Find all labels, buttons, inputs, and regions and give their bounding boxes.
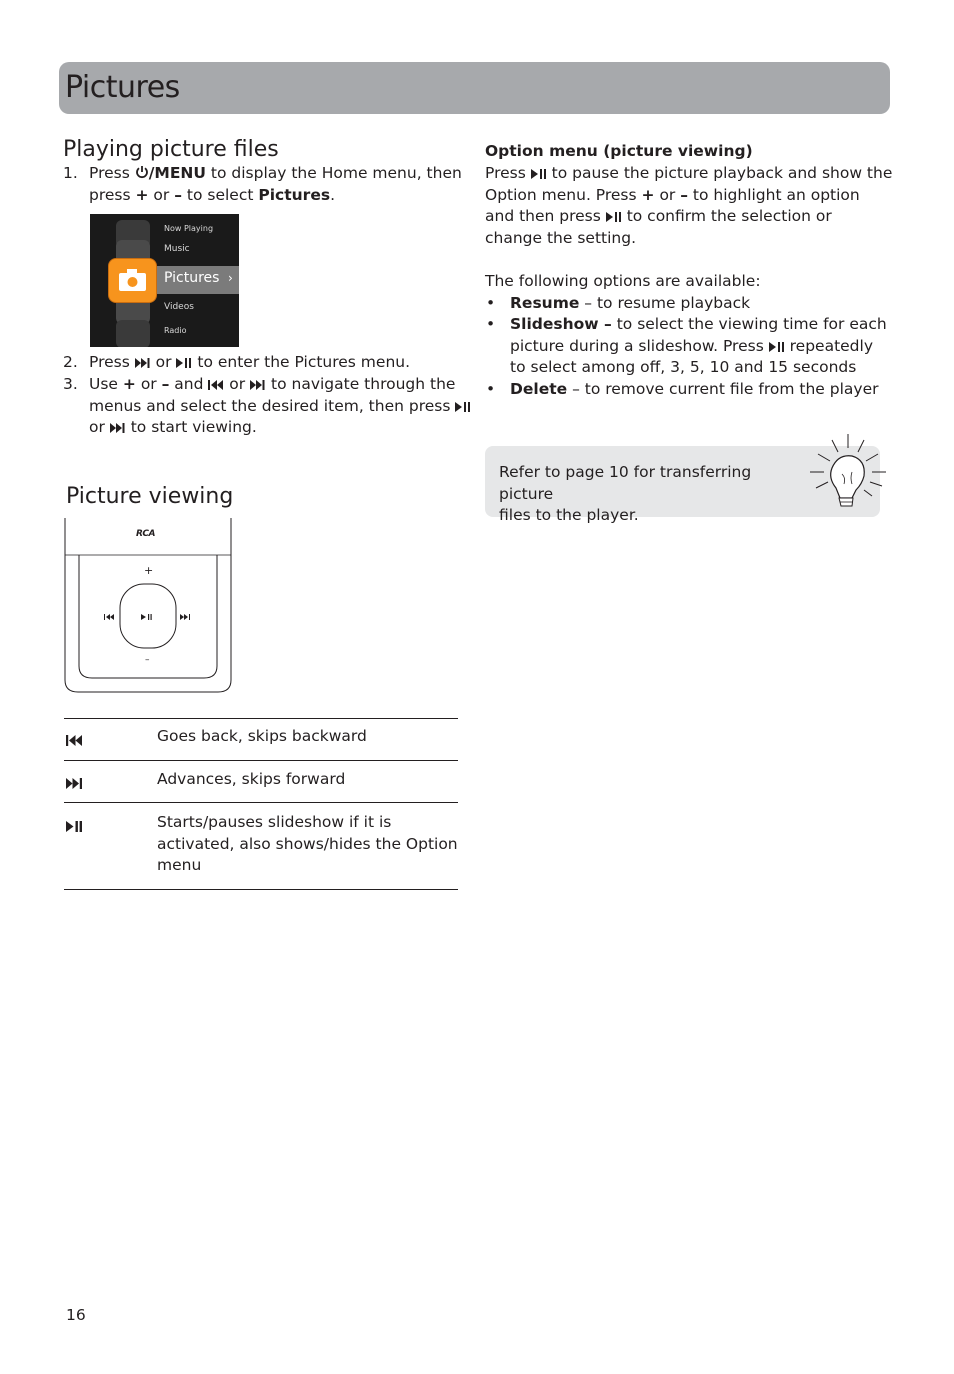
option-resume: Resume – to resume playback: [510, 294, 751, 312]
tip-note-text: Refer to page 10 for transferring picture files to the player.: [499, 463, 752, 524]
table-rule-bottom: [64, 889, 458, 890]
table-row-icon-play-pause: [66, 818, 83, 836]
skip-back-icon: [66, 735, 83, 746]
section-banner: [59, 62, 890, 114]
home-menu-screenshot: [90, 214, 239, 347]
viewing-heading: Picture viewing: [66, 484, 234, 509]
option-slideshow-line3: to select among off, 3, 5, 10 and 15 seconds: [510, 358, 857, 376]
option-slideshow-line2: picture during a slideshow. Press repeatedly: [510, 337, 874, 355]
step1-line1: Press /MENU to display the Home menu, then: [89, 164, 462, 182]
bullet: •: [486, 315, 496, 333]
step1-line2: press + or – to select Pictures.: [89, 186, 335, 204]
power-icon: [135, 165, 149, 179]
table-rule-1: [64, 760, 458, 761]
table-row-icon-skip-forward: [66, 775, 83, 793]
step3-line1: Use + or – and or to navigate through the: [89, 375, 456, 393]
table-rule-top: [64, 718, 458, 719]
step2-number: 2.: [63, 353, 78, 371]
play-pause-icon: [606, 212, 622, 222]
option-delete: Delete – to remove current file from the player: [510, 380, 879, 398]
radio-icon: [116, 320, 150, 347]
bullet: •: [486, 380, 496, 398]
menu-item-music: Music: [164, 244, 190, 254]
step1-number: 1.: [63, 164, 78, 182]
skip-forward-icon: [110, 423, 126, 433]
rca-logo: RCA: [136, 529, 156, 539]
skip-forward-icon: [135, 358, 151, 368]
step3-line2: menus and select the desired item, then press: [89, 396, 471, 418]
table-row-1: Goes back, skips backward: [157, 727, 367, 745]
table-rule-2: [64, 802, 458, 803]
skip-back-icon: [208, 380, 224, 390]
lightbulb-icon: [806, 432, 890, 518]
option-para-line4: change the setting.: [485, 229, 636, 247]
play-pause-icon: [176, 358, 192, 368]
play-pause-icon: [769, 342, 785, 352]
menu-item-now-playing: Now Playing: [164, 224, 214, 233]
option-para-line3: and then press to confirm the selection or: [485, 207, 832, 225]
step2-line: Press or to enter the Pictures menu.: [89, 353, 411, 371]
play-pause-icon: [66, 821, 83, 832]
device-minus-label: –: [145, 655, 150, 665]
skip-forward-icon: [66, 778, 83, 789]
play-pause-icon: [531, 169, 547, 179]
chevron-right-icon: ›: [228, 271, 233, 285]
menu-item-radio: Radio: [164, 326, 187, 335]
page-number: 16: [66, 1306, 86, 1324]
step3-number: 3.: [63, 375, 78, 393]
playing-heading: Playing picture files: [63, 137, 279, 162]
page-title: Pictures: [65, 70, 180, 105]
option-para-line1: Press to pause the picture playback and show the: [485, 164, 893, 182]
options-intro: The following options are available:: [485, 272, 761, 290]
bullet: •: [486, 294, 496, 312]
table-row-2: Advances, skips forward: [157, 770, 346, 788]
menu-item-videos: Videos: [164, 302, 194, 312]
option-menu-heading: Option menu (picture viewing): [485, 142, 753, 160]
play-pause-icon: [455, 402, 471, 412]
table-row-icon-skip-back: [66, 732, 83, 750]
table-row-3: Starts/pauses slideshow if it is activated, also shows/hides the Option menu: [157, 813, 458, 874]
skip-forward-icon: [250, 380, 266, 390]
camera-icon: [108, 258, 157, 303]
device-plus-label: +: [144, 564, 154, 577]
option-para-line2: Option menu. Press + or – to highlight an option: [485, 186, 860, 204]
step3-line3: or to start viewing.: [89, 418, 257, 436]
option-slideshow-line1: Slideshow – to select the viewing time for each: [510, 315, 887, 333]
player-device-illustration: [64, 518, 234, 696]
menu-item-pictures: Pictures: [164, 270, 220, 286]
